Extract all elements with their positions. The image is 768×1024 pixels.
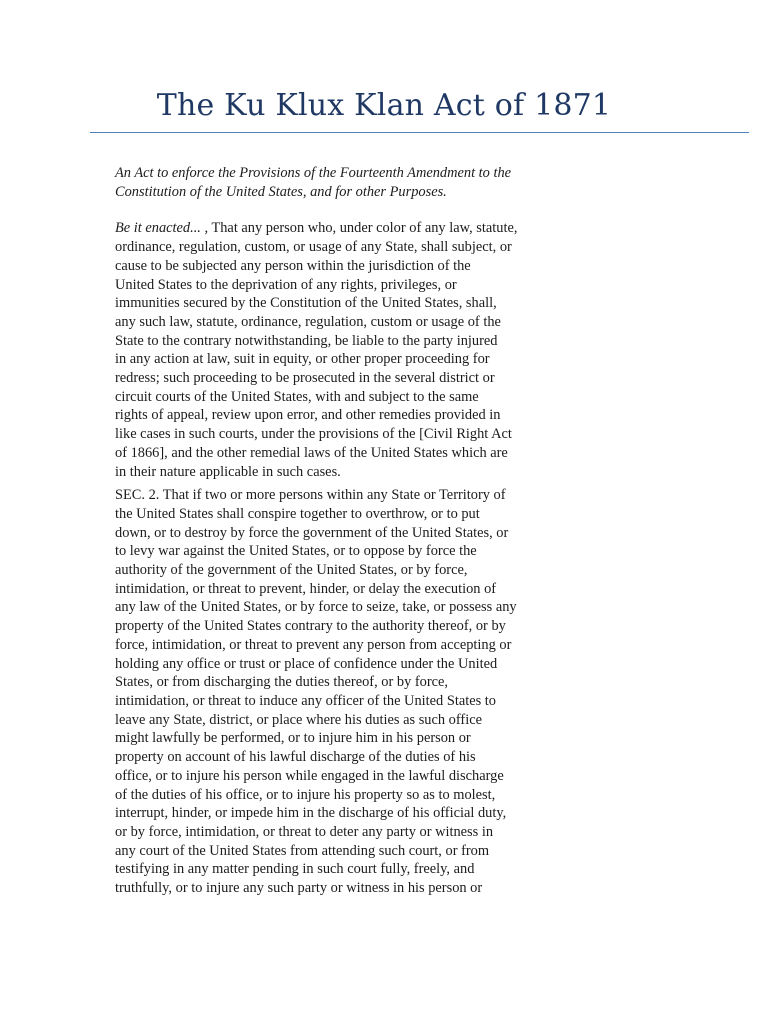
section-2-line: truthfully, or to injure any such party or witness in his person or — [115, 880, 483, 897]
section-1 — [115, 219, 585, 481]
section-1-line: State to the contrary notwithstanding, be liable to the party injured — [115, 332, 498, 349]
section-2-line: intimidation, or threat to induce any officer of the United States to — [115, 692, 496, 709]
paragraph-spacer — [115, 201, 585, 219]
section-1-line: redress; such proceeding to be prosecuted in the several district or — [115, 370, 495, 387]
section-2-line: property on account of his lawful discharge of the duties of his — [115, 749, 476, 766]
section-2-line: office, or to injure his person while engaged in the lawful discharge — [115, 767, 504, 784]
title-underline — [90, 132, 749, 133]
section-1-line: ordinance, regulation, custom, or usage of any State, shall subject, or — [115, 239, 512, 256]
section-2-line: intimidation, or threat to prevent, hinder, or delay the execution of — [115, 580, 497, 597]
section-2-line: authority of the government of the United States, or by force, — [115, 562, 468, 579]
preamble — [115, 164, 585, 201]
section-2-line: might lawfully be performed, or to injure him in his person or — [115, 730, 471, 747]
section-2-line: of the duties of his office, or to injure his property so as to molest, — [115, 786, 496, 803]
section-1-line: United States to the deprivation of any rights, privileges, or — [115, 276, 457, 293]
section-1-line: of 1866], and the other remedial laws of the United States which are — [115, 444, 508, 461]
section-2-line: States, or from discharging the duties thereof, or by force, — [115, 674, 449, 691]
section-1-line: any such law, statute, ordinance, regulation, custom or usage of the — [115, 313, 501, 330]
preamble-line: An Act to enforce the Provisions of the Fourteenth Amendment to the — [115, 165, 512, 181]
section-1-line: in their nature applicable in such cases. — [115, 463, 341, 480]
section-1-line: circuit courts of the United States, with and subject to the same — [115, 388, 479, 405]
page-title: The Ku Klux Klan Act of 1871 — [156, 88, 612, 123]
section-1-line: like cases in such courts, under the provisions of the [Civil Right Act — [115, 426, 512, 443]
section-1-line — [115, 219, 585, 238]
section-2-line: or by force, intimidation, or threat to deter any party or witness in — [115, 823, 494, 840]
section-1-line-text: That any person who, under color of any law, statute, — [208, 220, 518, 237]
section-2-line: holding any office or trust or place of confidence under the United — [115, 655, 498, 672]
preamble-line: Constitution of the United States, and for other Purposes. — [115, 183, 447, 200]
section-1-line: immunities secured by the Constitution of the United States, shall, — [115, 295, 497, 312]
section-2-line: SEC. 2. That if two or more persons within any State or Territory of — [115, 487, 506, 504]
section-2-line: leave any State, district, or place where his duties as such office — [115, 711, 482, 728]
section-2 — [115, 486, 585, 897]
section-2-line: to levy war against the United States, or to oppose by force the — [115, 543, 477, 560]
section-2-line: testifying in any matter pending in such court fully, freely, and — [115, 861, 475, 878]
section-2-line: any court of the United States from attending such court, or from — [115, 842, 490, 859]
section-2-line: force, intimidation, or threat to prevent any person from accepting or — [115, 636, 512, 653]
section-2-line: any law of the United States, or by force to seize, take, or possess any — [115, 599, 517, 616]
section-1-line: rights of appeal, review upon error, and other remedies provided in — [115, 407, 501, 424]
section-1-line: in any action at law, suit in equity, or other proper proceeding for — [115, 351, 490, 368]
section-2-line: property of the United States contrary to the authority thereof, or by — [115, 618, 506, 635]
section-2-line: interrupt, hinder, or impede him in the discharge of his official duty, — [115, 805, 507, 822]
section-2-line: the United States shall conspire together to overthrow, or to put — [115, 505, 480, 522]
document-body — [115, 164, 585, 898]
section-1-line: cause to be subjected any person within the jurisdiction of the — [115, 257, 471, 274]
section-2-line: down, or to destroy by force the government of the United States, or — [115, 524, 509, 541]
enacting-clause: Be it enacted... , — [115, 220, 209, 237]
